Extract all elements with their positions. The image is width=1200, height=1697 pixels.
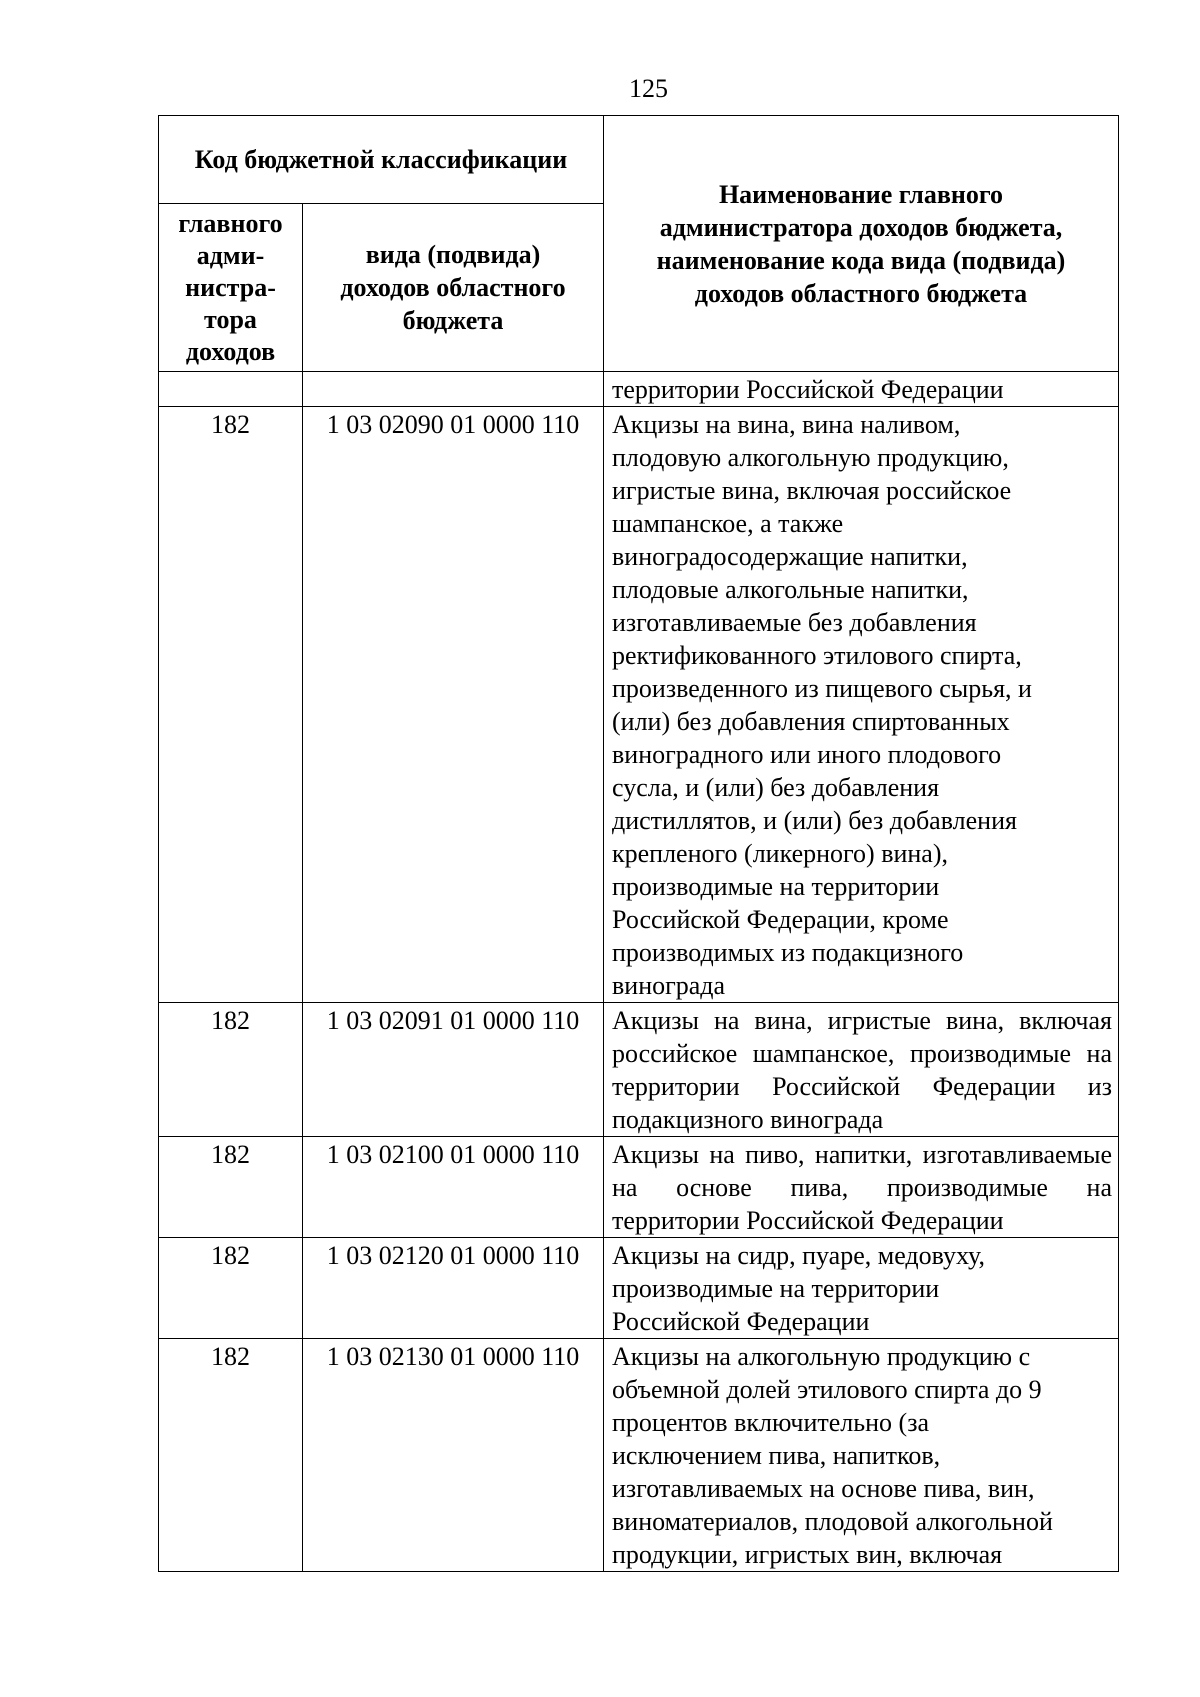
header-income-name-lines: Наименование главного администратора доходов бюджета, наименование кода вида (подвида) доходов областного бюджета <box>656 179 1066 308</box>
income-name-cell: территории Российской Федерации <box>604 372 1119 407</box>
header-admin <box>159 204 303 372</box>
income-name-cell: Акцизы на вина, игристые вина, включая российское шампанское, производимые на территории Российской Федерации из подакцизного винограда <box>604 1003 1119 1137</box>
admin-code-cell <box>159 372 303 407</box>
page-number: 125 <box>629 74 668 103</box>
admin-code-cell: 182 <box>159 1339 303 1572</box>
income-code-cell <box>303 372 604 407</box>
header-income-type <box>303 204 604 372</box>
table-row <box>159 1238 1119 1339</box>
budget-classification-table <box>158 115 1119 1572</box>
table-row <box>159 1137 1119 1238</box>
admin-code-cell: 182 <box>159 407 303 1003</box>
header-income-type-lines: вида (подвида) доходов областного бюджета <box>340 240 566 335</box>
header-admin-lines: главного адми- нистра- тора доходов <box>178 209 283 366</box>
admin-code-cell: 182 <box>159 1137 303 1238</box>
income-code-cell: 1 03 02130 01 0000 110 <box>303 1339 604 1572</box>
income-code-cell: 1 03 02091 01 0000 110 <box>303 1003 604 1137</box>
admin-code-cell: 182 <box>159 1003 303 1137</box>
income-code-cell: 1 03 02090 01 0000 110 <box>303 407 604 1003</box>
income-code-cell: 1 03 02100 01 0000 110 <box>303 1137 604 1238</box>
table-row <box>159 1339 1119 1572</box>
table-row <box>159 372 1119 407</box>
table-row <box>159 1003 1119 1137</box>
admin-code-cell: 182 <box>159 1238 303 1339</box>
income-code-cell: 1 03 02120 01 0000 110 <box>303 1238 604 1339</box>
income-name-cell: Акцизы на сидр, пуаре, медовуху, производимые на территории Российской Федерации <box>604 1238 1119 1339</box>
income-name-cell: Акцизы на вина, вина наливом, плодовую алкогольную продукцию, игристые вина, включая российское шампанское, а также виноградосодержащие напитки, плодовые алкогольные напитки, изготавливаемые без добавления ректификованного этилового спирта, произведенного из пищевого сырья, и (или) без добавления спиртованных виноградного или иного плодового сусла, и (или) без добавления дистиллятов, и (или) без добавления крепленого (ликерного) вина), производимые на территории Российской Федерации, кроме производимых из подакцизного винограда <box>604 407 1119 1003</box>
table-body <box>159 372 1119 1572</box>
income-name-cell: Акцизы на пиво, напитки, изготавливаемые на основе пива, производимые на территории Российской Федерации <box>604 1137 1119 1238</box>
income-name-cell: Акцизы на алкогольную продукцию с объемной долей этилового спирта до 9 процентов включительно (за исключением пива, напитков, изготавливаемых на основе пива, вин, виноматериалов, плодовой алкогольной продукции, игристых вин, включая <box>604 1339 1119 1572</box>
header-income-name <box>604 116 1119 372</box>
header-budget-code: Код бюджетной классификации <box>159 116 604 204</box>
table-row <box>159 407 1119 1003</box>
